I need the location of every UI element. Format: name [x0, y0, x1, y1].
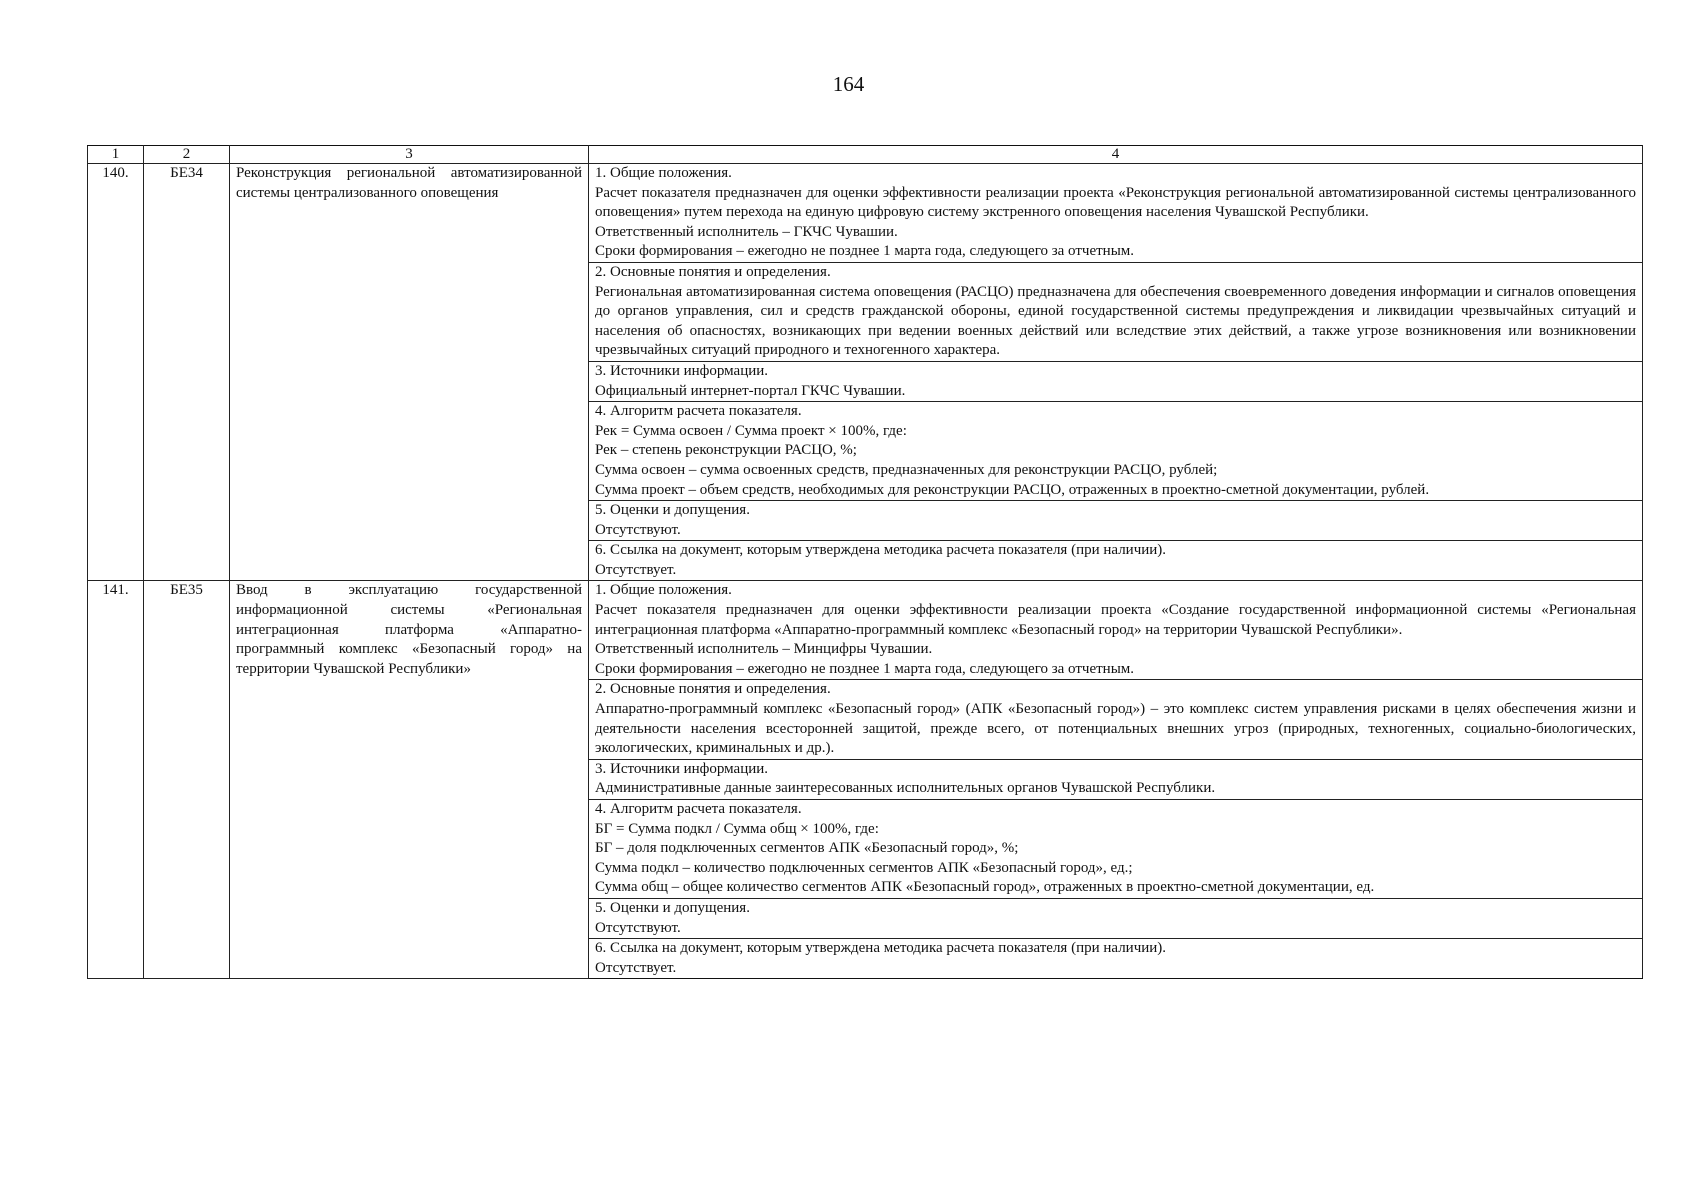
- section-text: Административные данные заинтересованных исполнительных органов Чувашской Республики.: [595, 780, 1216, 797]
- section-text: Сумма общ – общее количество сегментов АПК «Безопасный город», отраженных в проектно-сметной документации, ед.: [595, 879, 1375, 896]
- methodology-section: [589, 898, 1643, 938]
- section-text: Ответственный исполнитель – Минцифры Чувашии.: [595, 641, 933, 658]
- section-text: Региональная автоматизированная система оповещения (РАСЦО) предназначена для обеспечения своевременного доведения информации и сигналов оповещения до органов управления, сил и средств гражданской обороны, единой государственной системы предупреждения и ликвидации чрезвычайных ситуаций и населения об опасностях, возникающих при ведении военных действий или вследствие этих действий, а также угрозе возникновения или возникновении чрезвычайных ситуаций природного и техногенного характера.: [595, 283, 1636, 359]
- section-text: Официальный интернет-портал ГКЧС Чувашии.: [595, 382, 906, 399]
- indicator-table: [87, 145, 1643, 979]
- section-text: Сумма проект – объем средств, необходимых для реконструкции РАСЦО, отраженных в проектно-сметной документации, рублей.: [595, 481, 1430, 498]
- column-header-2: 2: [144, 146, 230, 164]
- section-text: БГ – доля подключенных сегментов АПК «Безопасный город», %;: [595, 840, 1019, 857]
- indicator-code: БЕ34: [144, 164, 230, 581]
- section-text: Сумма подкл – количество подключенных сегментов АПК «Безопасный город», ед.;: [595, 859, 1133, 876]
- section-title: 5. Оценки и допущения.: [595, 502, 750, 519]
- row-number: 140.: [88, 164, 144, 581]
- section-title: 4. Алгоритм расчета показателя.: [595, 403, 802, 420]
- methodology-section: [589, 581, 1643, 680]
- section-title: 6. Ссылка на документ, которым утверждена методика расчета показателя (при наличии).: [595, 940, 1167, 957]
- methodology-section: [589, 164, 1643, 263]
- methodology-section: [589, 541, 1643, 581]
- section-title: 2. Основные понятия и определения.: [595, 263, 831, 280]
- section-title: 5. Оценки и допущения.: [595, 899, 750, 916]
- methodology-section: [589, 402, 1643, 501]
- column-header-3: 3: [230, 146, 589, 164]
- section-text: Ответственный исполнитель – ГКЧС Чувашии.: [595, 223, 898, 240]
- section-text: Сроки формирования – ежегодно не позднее 1 марта года, следующего за отчетным.: [595, 660, 1135, 677]
- methodology-section: [589, 800, 1643, 899]
- section-text: Сумма освоен – сумма освоенных средств, предназначенных для реконструкции РАСЦО, рублей;: [595, 461, 1218, 478]
- methodology-section: [589, 680, 1643, 759]
- table-header-row: [88, 146, 1643, 164]
- section-title: 3. Источники информации.: [595, 362, 769, 379]
- page-number: 164: [832, 72, 865, 96]
- section-text: Аппаратно-программный комплекс «Безопасный город» (АПК «Безопасный город») – это комплекс систем управления рисками в целях обеспечения жизни и деятельности населения всесторонней защитой, прежде всего, от потенциальных внешних угроз (природных, техногенных, социально-биологических, экологических, криминальных и др.).: [595, 701, 1636, 757]
- section-title: 3. Источники информации.: [595, 760, 769, 777]
- methodology-section: [589, 501, 1643, 541]
- methodology-section: [589, 759, 1643, 799]
- section-text: Отсутствует.: [595, 561, 677, 578]
- column-header-1: 1: [88, 146, 144, 164]
- section-title: 1. Общие положения.: [595, 165, 732, 181]
- methodology-section: [589, 262, 1643, 361]
- section-text: Отсутствуют.: [595, 919, 681, 936]
- table-row: [88, 581, 1643, 680]
- section-title: 4. Алгоритм расчета показателя.: [595, 801, 802, 817]
- section-title: 2. Основные понятия и определения.: [595, 681, 831, 698]
- section-title: 1. Общие положения.: [595, 582, 732, 599]
- row-number: 141.: [88, 581, 144, 979]
- indicator-name: Реконструкция региональной автоматизированной системы централизованного оповещения: [230, 164, 589, 581]
- section-text: Расчет показателя предназначен для оценки эффективности реализации проекта «Создание государственной информационной системы «Региональная интеграционная платформа «Аппаратно-программный комплекс «Безопасный город» на территории Чувашской Республики».: [595, 602, 1636, 638]
- section-text: Отсутствуют.: [595, 521, 681, 538]
- table-row: [88, 164, 1643, 263]
- methodology-section: [589, 361, 1643, 401]
- section-text: Рек – степень реконструкции РАСЦО, %;: [595, 442, 857, 459]
- indicator-code: БЕ35: [144, 581, 230, 979]
- table-body: [88, 146, 1643, 979]
- methodology-section: [589, 939, 1643, 979]
- section-text: Сроки формирования – ежегодно не позднее 1 марта года, следующего за отчетным.: [595, 243, 1135, 260]
- section-title: 6. Ссылка на документ, которым утверждена методика расчета показателя (при наличии).: [595, 542, 1167, 559]
- section-text: БГ = Сумма подкл / Сумма общ × 100%, где:: [595, 820, 879, 837]
- section-text: Рек = Сумма освоен / Сумма проект × 100%, где:: [595, 422, 907, 439]
- column-header-4: 4: [589, 146, 1643, 164]
- section-text: Отсутствует.: [595, 959, 677, 976]
- indicator-name: Ввод в эксплуатацию государственной информационной системы «Региональная интеграционная платформа «Аппаратно-программный комплекс «Безопасный город» на территории Чувашской Республики»: [230, 581, 589, 979]
- section-text: Расчет показателя предназначен для оценки эффективности реализации проекта «Реконструкция региональной автоматизированной системы централизованного оповещения» путем перехода на единую цифровую систему экстренного оповещения населения Чувашской Республики.: [595, 184, 1636, 221]
